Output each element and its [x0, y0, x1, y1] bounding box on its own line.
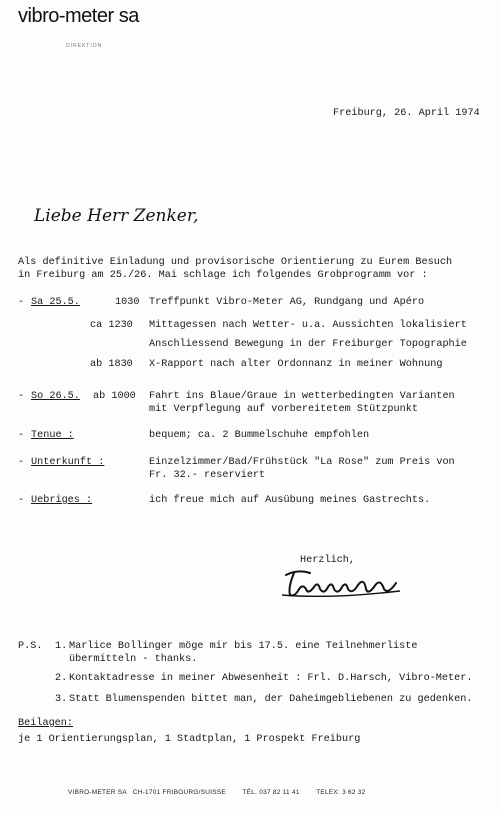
program-text: Mittagessen nach Wetter- u.a. Aussichten lokalisiert [149, 320, 467, 331]
program-dash: - [18, 391, 25, 402]
ps-text: Marlice Bollinger möge mir bis 17.5. eine Teilnehmerliste [69, 641, 418, 652]
attachments-text: je 1 Orientierungsplan, 1 Stadtplan, 1 Prospekt Freiburg [18, 734, 361, 745]
program-text: ich freue mich auf Ausübung meines Gastrechts. [149, 495, 431, 506]
program-time: 1030 [115, 297, 140, 308]
ps-number: 1. [55, 641, 68, 652]
program-text: Einzelzimmer/Bad/Frühstück "La Rose" zum Preis von [149, 457, 455, 468]
ps-text: Statt Blumenspenden bittet man, der Daheimgebliebenen zu gedenken. [69, 694, 473, 705]
intro-line-1: Als definitive Einladung und provisorische Orientierung zu Eurem Besuch [18, 257, 453, 268]
program-text: X-Rapport nach alter Ordonnanz in meiner Wohnung [149, 359, 443, 370]
company-logo: vibro-meter sa [18, 5, 139, 27]
program-text: Anschliessend Bewegung in der Freiburger Topographie [149, 339, 467, 350]
program-dash: - [18, 430, 25, 441]
ps-number: 2. [55, 673, 68, 684]
program-time: ca 1230 [90, 320, 133, 331]
footer-phone: TÉL. 037 82 11 41 [242, 789, 300, 796]
intro-line-2: in Freiburg am 25./26. Mai schlage ich folgendes Grobprogramm vor : [18, 270, 428, 281]
date-line: Freiburg, 26. April 1974 [333, 108, 480, 119]
program-text: bequem; ca. 2 Bummelschuhe empfohlen [149, 430, 370, 441]
ps-number: 3. [55, 694, 68, 705]
program-text: Treffpunkt Vibro-Meter AG, Rundgang und Apéro [149, 297, 425, 308]
ps-label: P.S. [18, 641, 43, 652]
handwritten-greeting: Liebe Herr Zenker, [34, 206, 199, 226]
footer-company: VIBRO-METER SA [68, 789, 127, 796]
program-text: mit Verpflegung auf vorbereitetem Stützpunkt [149, 404, 418, 415]
program-text: Fahrt ins Blaue/Graue in wetterbedingten Varianten [149, 391, 455, 402]
program-time: ab 1000 [93, 391, 136, 402]
footer-telex: TELEX: 3 62 32 [316, 789, 366, 796]
footer [68, 789, 366, 796]
program-label-unterkunft: Unterkunft : [31, 457, 105, 468]
program-dash: - [18, 457, 25, 468]
ps-text: Kontaktadresse in meiner Abwesenheit : Frl. D.Harsch, Vibro-Meter. [69, 673, 473, 684]
attachments-heading: Beilagen: [18, 718, 74, 729]
program-time: ab 1830 [90, 359, 133, 370]
letterhead-subline: DIREKTION [66, 43, 103, 49]
closing: Herzlich, [300, 555, 356, 566]
ps-text: übermitteln - thanks. [69, 654, 198, 665]
program-text: Fr. 32.- reserviert [149, 470, 266, 481]
program-label-uebriges: Uebriges : [31, 495, 93, 506]
program-label-sa: Sa 25.5. [31, 297, 80, 308]
footer-address: CH-1701 FRIBOURG/SUISSE [132, 789, 226, 796]
program-dash: - [18, 297, 25, 308]
program-label-tenue: Tenue : [31, 430, 74, 441]
program-dash: - [18, 495, 25, 506]
program-label-so: So 26.5. [31, 391, 80, 402]
handwritten-signature [280, 565, 410, 601]
